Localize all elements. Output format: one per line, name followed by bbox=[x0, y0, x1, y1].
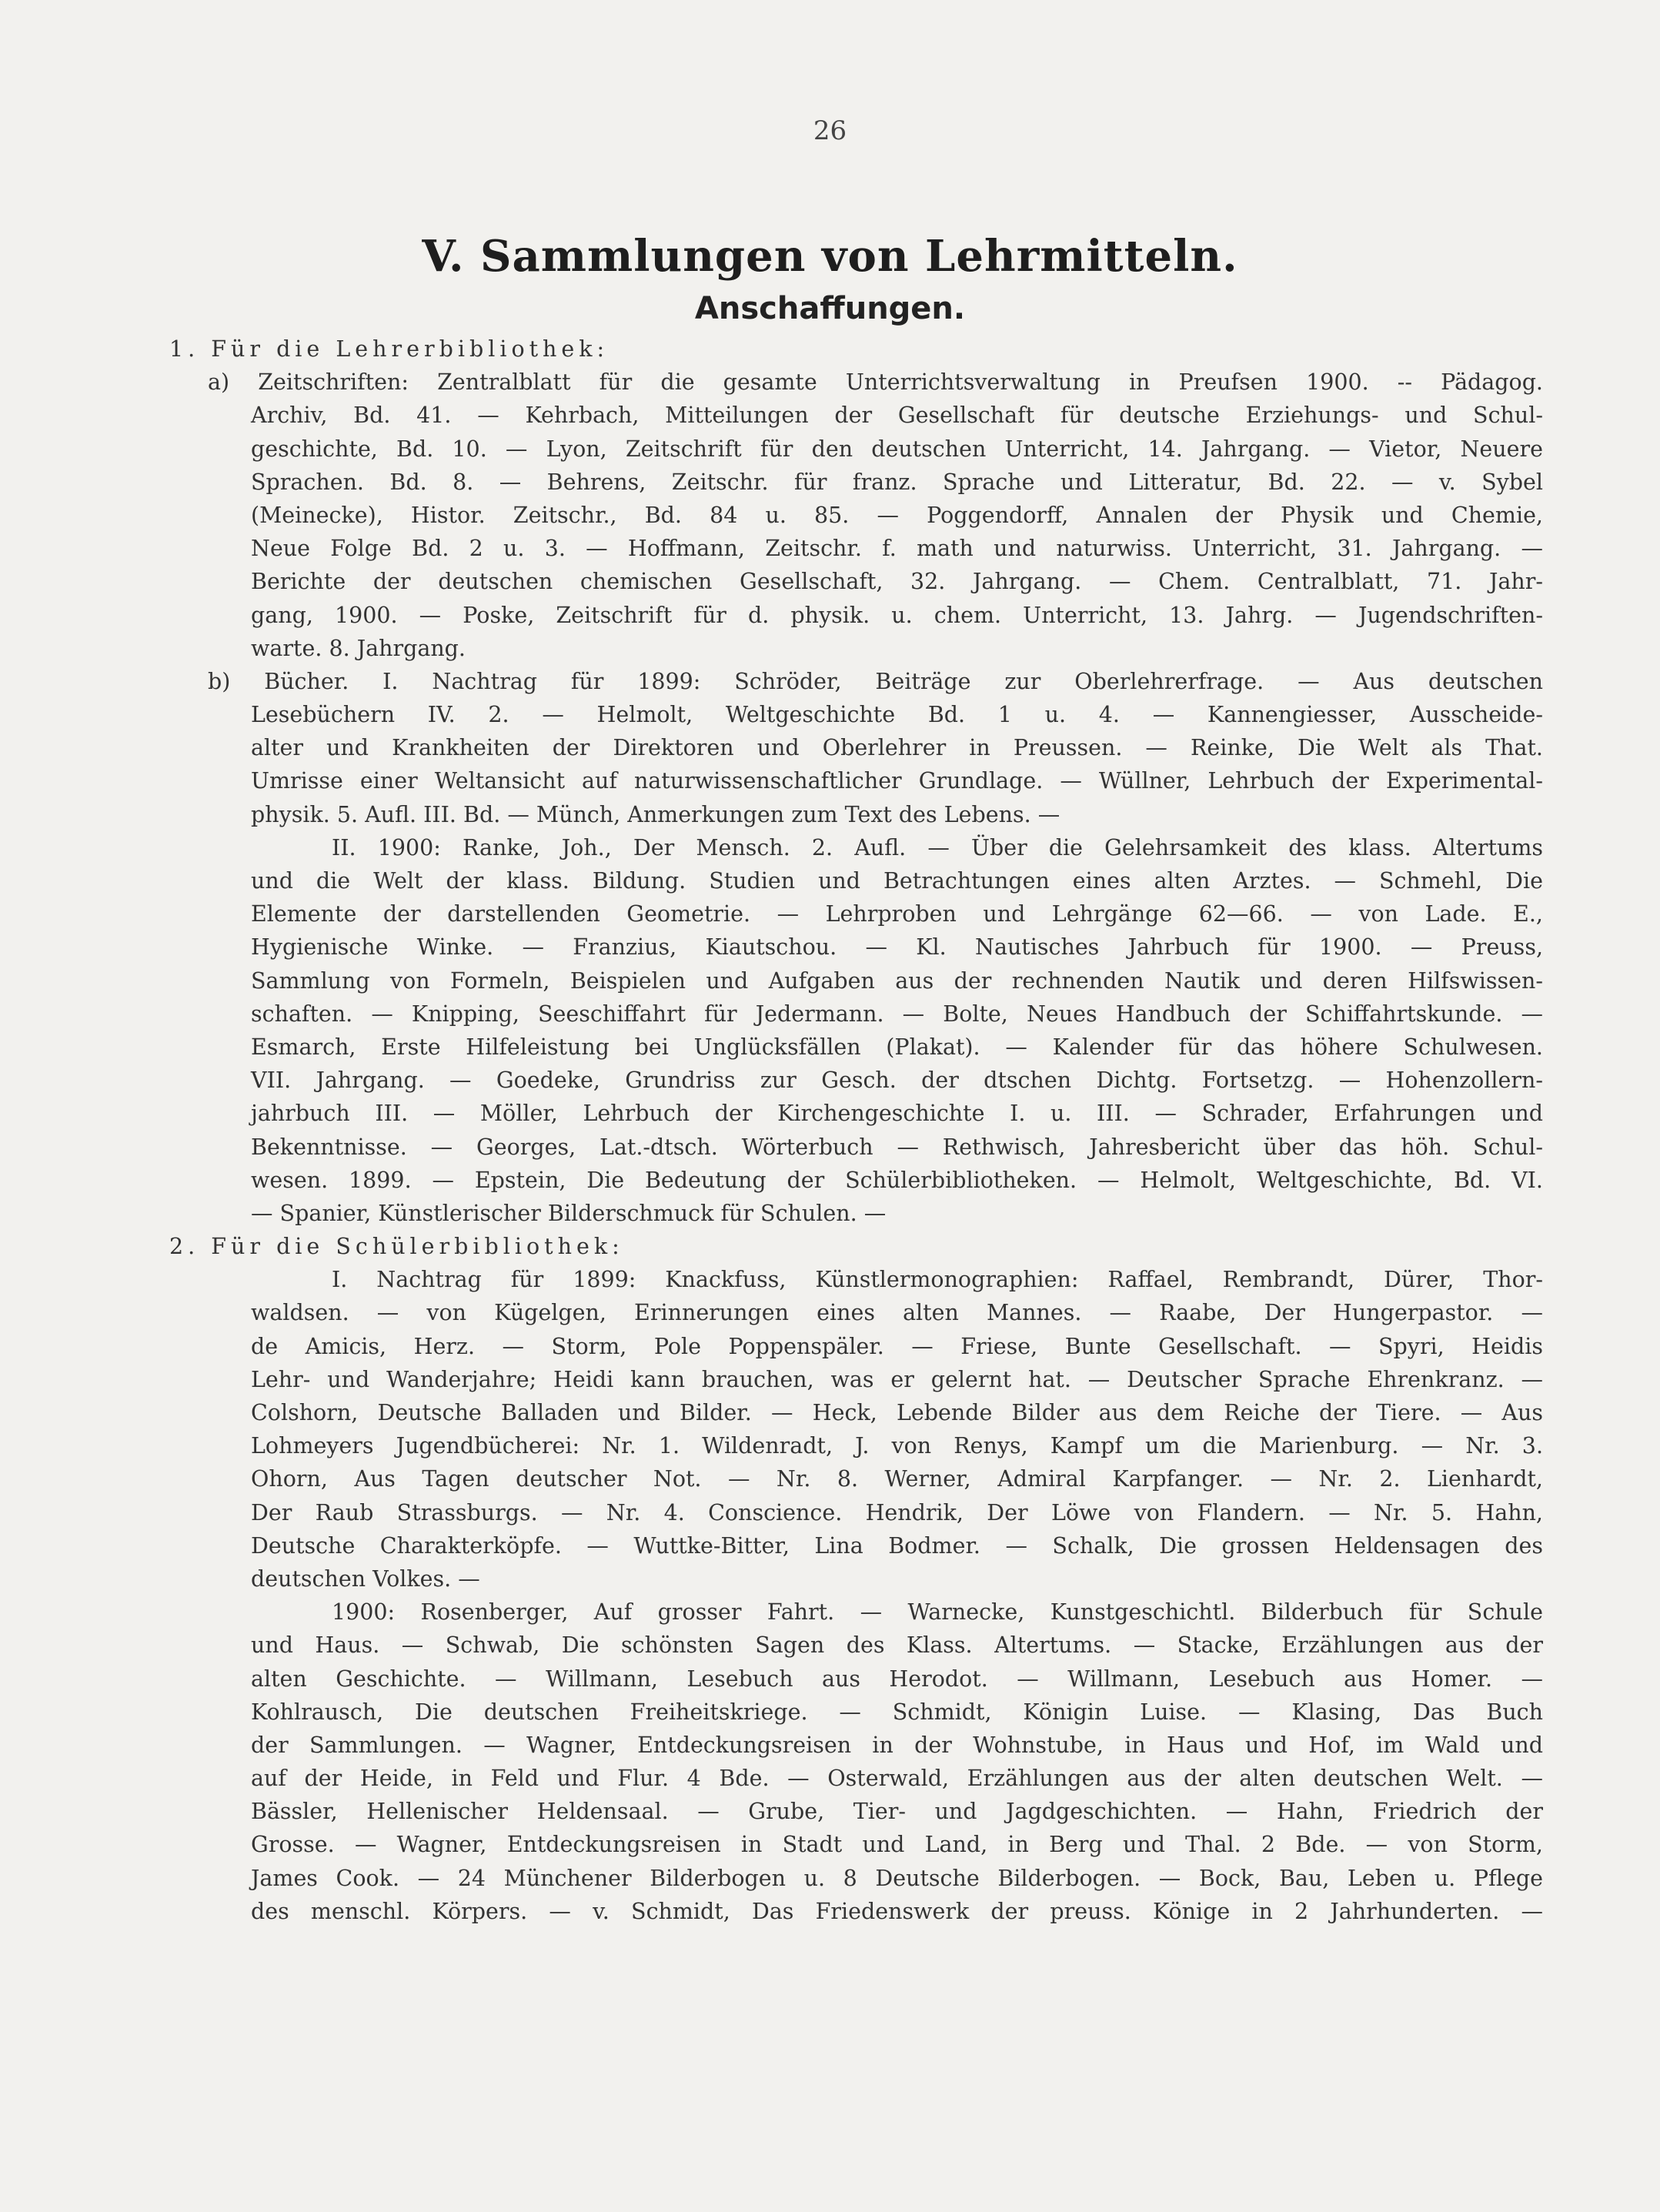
text-line: Colshorn, Deutsche Balladen und Bilder. — Heck, Lebende Bilder aus dem Reiche der Tiere. — Aus bbox=[251, 1400, 1543, 1425]
text-line: Lesebüchern IV. 2. — Helmolt, Weltgeschichte Bd. 1 u. 4. — Kannengiesser, Ausscheide- bbox=[251, 702, 1543, 728]
text-line: und die Welt der klass. Bildung. Studien und Betrachtungen eines alten Arztes. — Schmehl, Die bbox=[251, 868, 1543, 894]
document-body bbox=[158, 332, 1543, 1928]
text-line: Hygienische Winke. — Franzius, Kiautschou. — Kl. Nautisches Jahrbuch für 1900. — Preuss, bbox=[251, 934, 1543, 961]
text-line: Lehr- und Wanderjahre; Heidi kann brauchen, was er gelernt hat. — Deutscher Sprache Ehrenkranz. — bbox=[251, 1366, 1543, 1392]
text-line: Ohorn, Aus Tagen deutscher Not. — Nr. 8. Werner, Admiral Karpfanger. — Nr. 2. Lienhardt, bbox=[251, 1466, 1543, 1492]
text-line: 1900: Rosenberger, Auf grosser Fahrt. — Warnecke, Kunstgeschichtl. Bilderbuch für Schule bbox=[332, 1599, 1543, 1626]
text-line: und Haus. — Schwab, Die schönsten Sagen des Klass. Altertums. — Stacke, Erzählungen aus der bbox=[251, 1632, 1543, 1659]
text-line: (Meinecke), Histor. Zeitschr., Bd. 84 u. 85. — Poggendorff, Annalen der Physik und Chemie, bbox=[251, 502, 1543, 528]
text-line: Bässler, Hellenischer Heldensaal. — Grube, Tier- und Jagdgeschichten. — Hahn, Friedrich der bbox=[251, 1799, 1543, 1825]
text-line: Sammlung von Formeln, Beispielen und Aufgaben aus der rechnenden Nautik und deren Hilfswissen- bbox=[251, 967, 1543, 994]
text-line: Bekenntnisse. — Georges, Lat.-dtsch. Wörterbuch — Rethwisch, Jahresbericht über das höh. Schul- bbox=[251, 1134, 1543, 1160]
text-line: 1. Für die Lehrerbibliothek: bbox=[169, 336, 610, 362]
text-line: gang, 1900. — Poske, Zeitschrift für d. physik. u. chem. Unterricht, 13. Jahrg. — Jugendschriften- bbox=[251, 602, 1543, 628]
text-line: b) Bücher. I. Nachtrag für 1899: Schröder, Beiträge zur Oberlehrerfrage. — Aus deutschen bbox=[208, 668, 1543, 694]
text-line: geschichte, Bd. 10. — Lyon, Zeitschrift für den deutschen Unterricht, 14. Jahrgang. — Vietor, Neuere bbox=[251, 436, 1543, 462]
text-line: Neue Folge Bd. 2 u. 3. — Hoffmann, Zeitschr. f. math und naturwiss. Unterricht, 31. Jahrgang. — bbox=[251, 536, 1543, 562]
text-line: Archiv, Bd. 41. — Kehrbach, Mitteilungen der Gesellschaft für deutsche Erziehungs- und Schul- bbox=[251, 403, 1543, 429]
text-line: alter und Krankheiten der Direktoren und Oberlehrer in Preussen. — Reinke, Die Welt als That. bbox=[251, 735, 1543, 761]
text-line: wesen. 1899. — Epstein, Die Bedeutung der Schülerbibliotheken. — Helmolt, Weltgeschichte, Bd. VI. bbox=[251, 1167, 1543, 1193]
text-line: Deutsche Charakterköpfe. — Wuttke-Bitter, Lina Bodmer. — Schalk, Die grossen Heldensagen des bbox=[251, 1532, 1543, 1559]
text-line: James Cook. — 24 Münchener Bilderbogen u. 8 Deutsche Bilderbogen. — Bock, Bau, Leben u. Pflege bbox=[251, 1865, 1543, 1891]
text-line: alten Geschichte. — Willmann, Lesebuch aus Herodot. — Willmann, Lesebuch aus Homer. — bbox=[251, 1666, 1543, 1692]
text-line: Esmarch, Erste Hilfeleistung bei Unglücksfällen (Plakat). — Kalender für das höhere Schulwesen. bbox=[251, 1034, 1543, 1060]
text-line: jahrbuch III. — Möller, Lehrbuch der Kirchengeschichte I. u. III. — Schrader, Erfahrungen und bbox=[251, 1101, 1543, 1127]
text-line: Elemente der darstellenden Geometrie. — Lehrproben und Lehrgänge 62—66. — von Lade. E., bbox=[251, 901, 1543, 927]
text-line: Berichte der deutschen chemischen Gesellschaft, 32. Jahrgang. — Chem. Centralblatt, 71. Jahr- bbox=[251, 569, 1543, 595]
text-line: — Spanier, Künstlerischer Bilderschmuck für Schulen. — bbox=[251, 1200, 887, 1226]
text-line: warte. 8. Jahrgang. bbox=[251, 635, 466, 661]
text-line: deutschen Volkes. — bbox=[251, 1565, 480, 1592]
text-line: Der Raub Strassburgs. — Nr. 4. Conscience. Hendrik, Der Löwe von Flandern. — Nr. 5. Hahn, bbox=[251, 1499, 1543, 1525]
text-line: Grosse. — Wagner, Entdeckungsreisen in Stadt und Land, in Berg und Thal. 2 Bde. — von Storm, bbox=[251, 1832, 1543, 1858]
text-line: II. 1900: Ranke, Joh., Der Mensch. 2. Aufl. — Über die Gelehrsamkeit des klass. Altertums bbox=[332, 834, 1543, 860]
text-line: Kohlrausch, Die deutschen Freiheitskriege. — Schmidt, Königin Luise. — Klasing, Das Buch bbox=[251, 1699, 1543, 1725]
text-line: 2. Für die Schülerbibliothek: bbox=[169, 1234, 624, 1260]
text-line: Umrisse einer Weltansicht auf naturwissenschaftlicher Grundlage. — Wüllner, Lehrbuch der Experimental- bbox=[251, 768, 1543, 794]
text-line: VII. Jahrgang. — Goedeke, Grundriss zur Gesch. der dtschen Dichtg. Fortsetzg. — Hohenzollern- bbox=[251, 1068, 1543, 1094]
text-line: I. Nachtrag für 1899: Knackfuss, Künstlermonographien: Raffael, Rembrandt, Dürer, Thor- bbox=[332, 1267, 1543, 1293]
text-line: physik. 5. Aufl. III. Bd. — Münch, Anmerkungen zum Text des Lebens. — bbox=[251, 801, 1060, 827]
text-line: waldsen. — von Kügelgen, Erinnerungen eines alten Mannes. — Raabe, Der Hungerpastor. — bbox=[251, 1300, 1543, 1326]
text-line: des menschl. Körpers. — v. Schmidt, Das Friedenswerk der preuss. Könige in 2 Jahrhunderten. — bbox=[251, 1898, 1543, 1924]
text-line: schaften. — Knipping, Seeschiffahrt für Jedermann. — Bolte, Neues Handbuch der Schiffahrtskunde. — bbox=[251, 1001, 1543, 1027]
page-number: 26 bbox=[813, 115, 847, 146]
text-line: Lohmeyers Jugendbücherei: Nr. 1. Wildenradt, J. von Renys, Kampf um die Marienburg. — Nr. 3. bbox=[251, 1433, 1543, 1459]
text-line: a) Zeitschriften: Zentralblatt für die gesamte Unterrichtsverwaltung in Preufsen 1900. -- Pädagog. bbox=[208, 369, 1543, 396]
text-line: de Amicis, Herz. — Storm, Pole Poppenspäler. — Friese, Bunte Gesellschaft. — Spyri, Heidis bbox=[251, 1333, 1543, 1359]
section-title: V. Sammlungen von Lehrmitteln. bbox=[422, 231, 1238, 282]
text-line: auf der Heide, in Feld und Flur. 4 Bde. — Osterwald, Erzählungen aus der alten deutschen Welt. — bbox=[251, 1766, 1543, 1792]
section-subtitle: Anschaffungen. bbox=[694, 291, 966, 326]
text-line: Sprachen. Bd. 8. — Behrens, Zeitschr. für franz. Sprache und Litteratur, Bd. 22. — v. Sybel bbox=[251, 469, 1543, 495]
text-line: der Sammlungen. — Wagner, Entdeckungsreisen in der Wohnstube, in Haus und Hof, im Wald und bbox=[251, 1732, 1543, 1758]
